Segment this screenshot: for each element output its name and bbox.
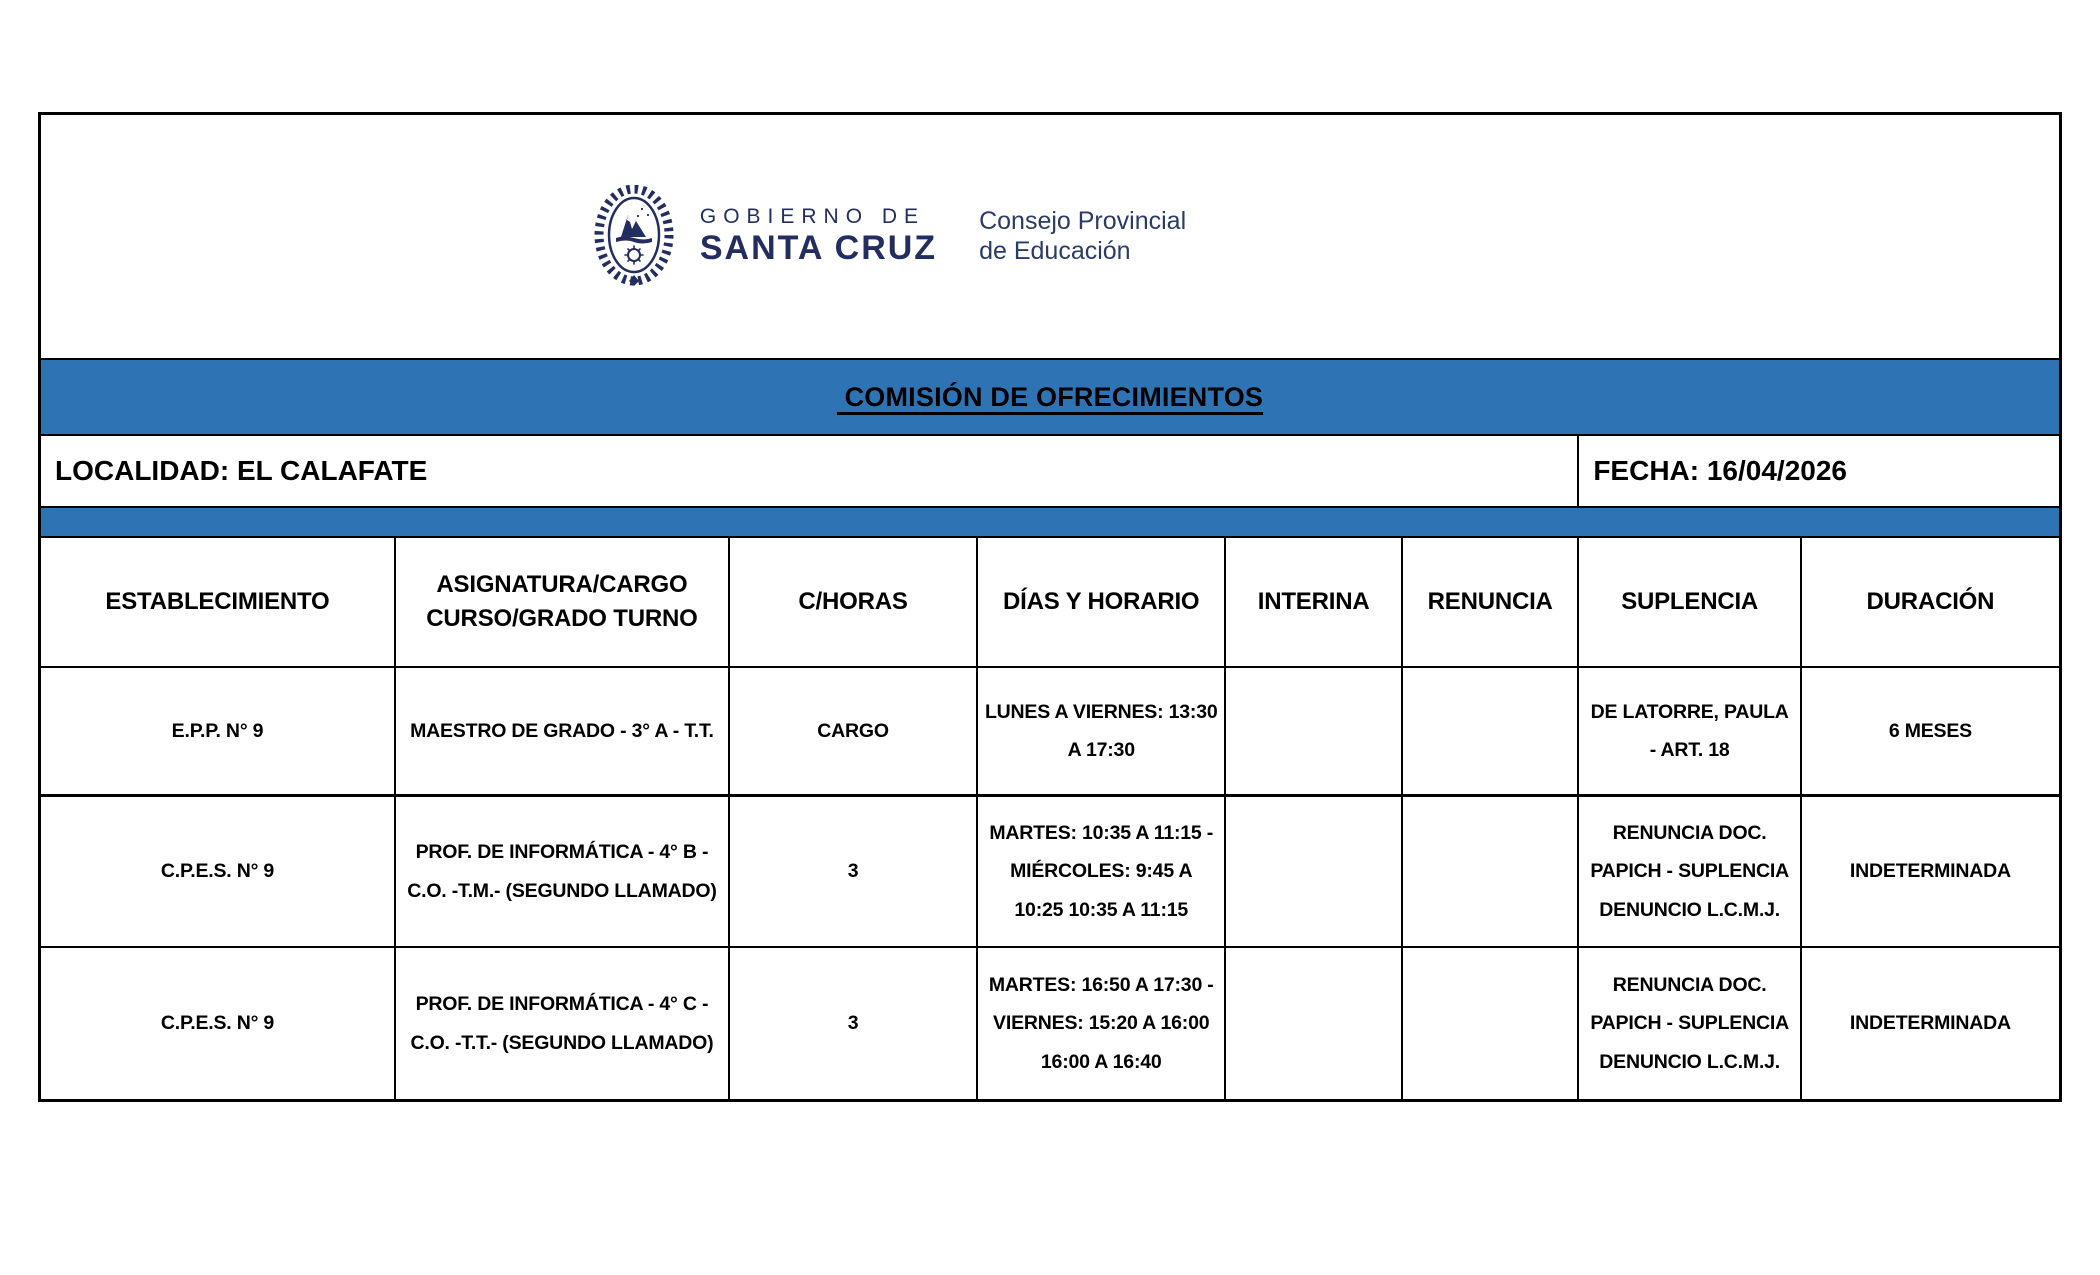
organization-name: [979, 207, 1186, 266]
column-header-renuncia: RENUNCIA: [1403, 538, 1580, 666]
cell-dias-y-horario: MARTES: 10:35 A 11:15 - MIÉRCOLES: 9:45 A 10:25 10:35 A 11:15: [978, 797, 1226, 946]
cell-establecimiento: C.P.E.S. N° 9: [41, 797, 396, 946]
column-header-interina: INTERINA: [1226, 538, 1403, 666]
title-banner: [41, 358, 2059, 436]
cell-establecimiento: C.P.E.S. N° 9: [41, 948, 396, 1099]
table-row: [41, 668, 2059, 797]
document-sheet: [38, 112, 2062, 1102]
cell-suplencia: RENUNCIA DOC. PAPICH - SUPLENCIA DENUNCIO L.C.M.J.: [1579, 797, 1801, 946]
column-header-duracion: DURACIÓN: [1866, 588, 1995, 616]
page-title: COMISIÓN DE OFRECIMIENTOS: [836, 381, 1264, 412]
consejo-provincial-text: Consejo Provincial: [979, 207, 1187, 235]
cell-dias-y-horario: MARTES: 16:50 A 17:30 - VIERNES: 15:20 A 16:00 16:00 A 16:40: [978, 948, 1226, 1099]
cell-asignatura-cargo: MAESTRO DE GRADO - 3° A - T.T.: [396, 668, 730, 794]
column-header-c-horas: C/HORAS: [730, 538, 978, 666]
cell-duracion: 6 MESES: [1888, 719, 1972, 742]
table-row: [41, 948, 2059, 1099]
de-educacion-text: de Educación: [979, 236, 1131, 265]
cell-suplencia: DE LATORRE, PAULA - ART. 18: [1579, 668, 1801, 794]
fecha-label: FECHA: 16/04/2026: [1593, 455, 1847, 486]
cell-asignatura-cargo: PROF. DE INFORMÁTICA - 4° C - C.O. -T.T.- (SEGUNDO LLAMADO): [396, 948, 730, 1099]
cell-c-horas: CARGO: [730, 668, 978, 794]
cell-interina: [1226, 668, 1403, 794]
cell-renuncia: [1403, 668, 1580, 794]
santa-cruz-text: SANTA CRUZ: [699, 228, 938, 267]
column-header-establecimiento: ESTABLECIMIENTO: [41, 538, 396, 666]
cell-asignatura-cargo: PROF. DE INFORMÁTICA - 4° B - C.O. -T.M.- (SEGUNDO LLAMADO): [396, 797, 730, 946]
logo-header: [41, 115, 2059, 358]
column-header-dias-y-horario: DÍAS Y HORARIO: [978, 538, 1226, 666]
column-header-asignatura-cargo: ASIGNATURA/CARGO CURSO/GRADO TURNO: [396, 538, 730, 666]
cell-duracion: INDETERMINADA: [1849, 860, 2011, 883]
cell-c-horas: 3: [730, 948, 978, 1099]
cell-duracion: INDETERMINADA: [1849, 1012, 2011, 1035]
blue-divider-strip: [41, 508, 2059, 538]
cell-establecimiento: E.P.P. N° 9: [41, 668, 396, 794]
meta-row: [41, 436, 2059, 508]
cell-interina: [1226, 948, 1403, 1099]
table-row: [41, 797, 2059, 948]
cell-renuncia: [1403, 948, 1580, 1099]
table-header-row: [41, 538, 2059, 668]
cell-interina: [1226, 797, 1403, 946]
cell-dias-y-horario: LUNES A VIERNES: 13:30 A 17:30: [978, 668, 1226, 794]
government-wordmark: [700, 205, 937, 267]
gobierno-de-text: GOBIERNO DE: [699, 205, 926, 229]
column-header-suplencia: SUPLENCIA: [1579, 538, 1801, 666]
cell-renuncia: [1403, 797, 1580, 946]
cell-suplencia: RENUNCIA DOC. PAPICH - SUPLENCIA DENUNCIO L.C.M.J.: [1579, 948, 1801, 1099]
santa-cruz-coat-of-arms-icon: [594, 185, 674, 289]
localidad-label: LOCALIDAD: EL CALAFATE: [41, 436, 1579, 506]
government-logo: [594, 185, 1186, 289]
cell-c-horas: 3: [730, 797, 978, 946]
